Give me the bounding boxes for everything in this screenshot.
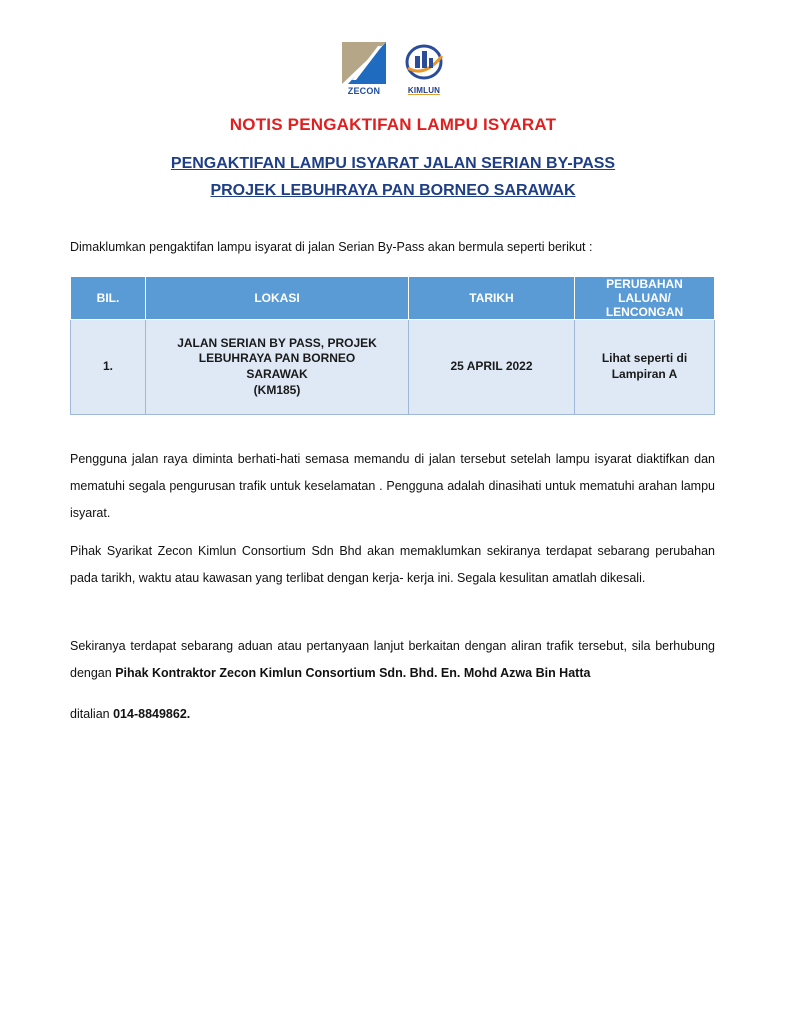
cell-perubahan — [575, 320, 715, 415]
cell-lokasi — [146, 320, 409, 415]
intro-text: Dimaklumkan pengaktifan lampu isyarat di jalan Serian By-Pass akan bermula seperti berikut : — [70, 240, 593, 254]
notice-subtitle-line1: PENGAKTIFAN LAMPU ISYARAT JALAN SERIAN BY-PASS — [170, 155, 616, 172]
table-row — [71, 320, 715, 415]
notice-title: NOTIS PENGAKTIFAN LAMPU ISYARAT — [229, 115, 557, 134]
kimlun-logo-text: KIMLUN — [407, 86, 441, 95]
header-bil: BIL. — [71, 277, 146, 320]
lokasi-line: SARAWAK — [246, 367, 308, 381]
lokasi-line: LEBUHRAYA PAN BORNEO — [198, 351, 356, 366]
contact-line — [70, 701, 715, 728]
zecon-logo-text: ZECON — [347, 86, 381, 96]
paragraph-apology: Pihak Syarikat Zecon Kimlun Consortium Sdn Bhd akan memaklumkan sekiranya terdapat sebarang perubahan pada tarikh, waktu atau kawasan yang terlibat dengan kerja- kerja ini. Segala kesulitan amatlah dikesali. — [70, 544, 715, 585]
lokasi-line: JALAN SERIAN BY PASS, PROJEK — [177, 335, 377, 350]
contact-text: Sekiranya terdapat sebarang aduan atau pertanyaan lanjut berkaitan dengan aliran trafik tersebut, sila berhubung dengan — [70, 639, 715, 680]
kimlun-logo — [404, 42, 444, 95]
contractor-name: Pihak Kontraktor Zecon Kimlun Consortium Sdn. Bhd. En. Mohd Azwa Bin Hatta — [115, 666, 591, 680]
zecon-logo — [342, 42, 386, 96]
paragraph-safety: Pengguna jalan raya diminta berhati-hati semasa memandu di jalan tersebut setelah lampu isyarat diaktifkan dan mematuhi segala pengurusan trafik untuk keselamatan . Pengguna adalah dinasihati untuk mematuhi arahan lampu isyarat. — [70, 452, 715, 520]
schedule-table — [70, 276, 715, 415]
cell-tarikh: 25 APRIL 2022 — [409, 320, 575, 415]
perubahan-line: Lihat seperti di — [601, 351, 688, 366]
paragraph-contact — [70, 633, 715, 687]
zecon-logo-icon — [342, 42, 386, 84]
header-perubahan: PERUBAHAN LALUAN/ LENCONGAN — [575, 277, 715, 320]
perubahan-line: Lampiran A — [611, 367, 678, 381]
contact-prefix: ditalian — [70, 707, 114, 721]
cell-bil: 1. — [71, 320, 146, 415]
kimlun-logo-icon — [404, 42, 444, 84]
table-header-row — [71, 277, 715, 320]
notice-subtitle-line2: PROJEK LEBUHRAYA PAN BORNEO SARAWAK — [210, 182, 576, 199]
lokasi-line: (KM185) — [253, 382, 301, 397]
header-tarikh: TARIKH — [409, 277, 575, 320]
header-lokasi: LOKASI — [146, 277, 409, 320]
phone-number: 014-8849862. — [113, 707, 191, 721]
logo-bar — [0, 42, 786, 96]
